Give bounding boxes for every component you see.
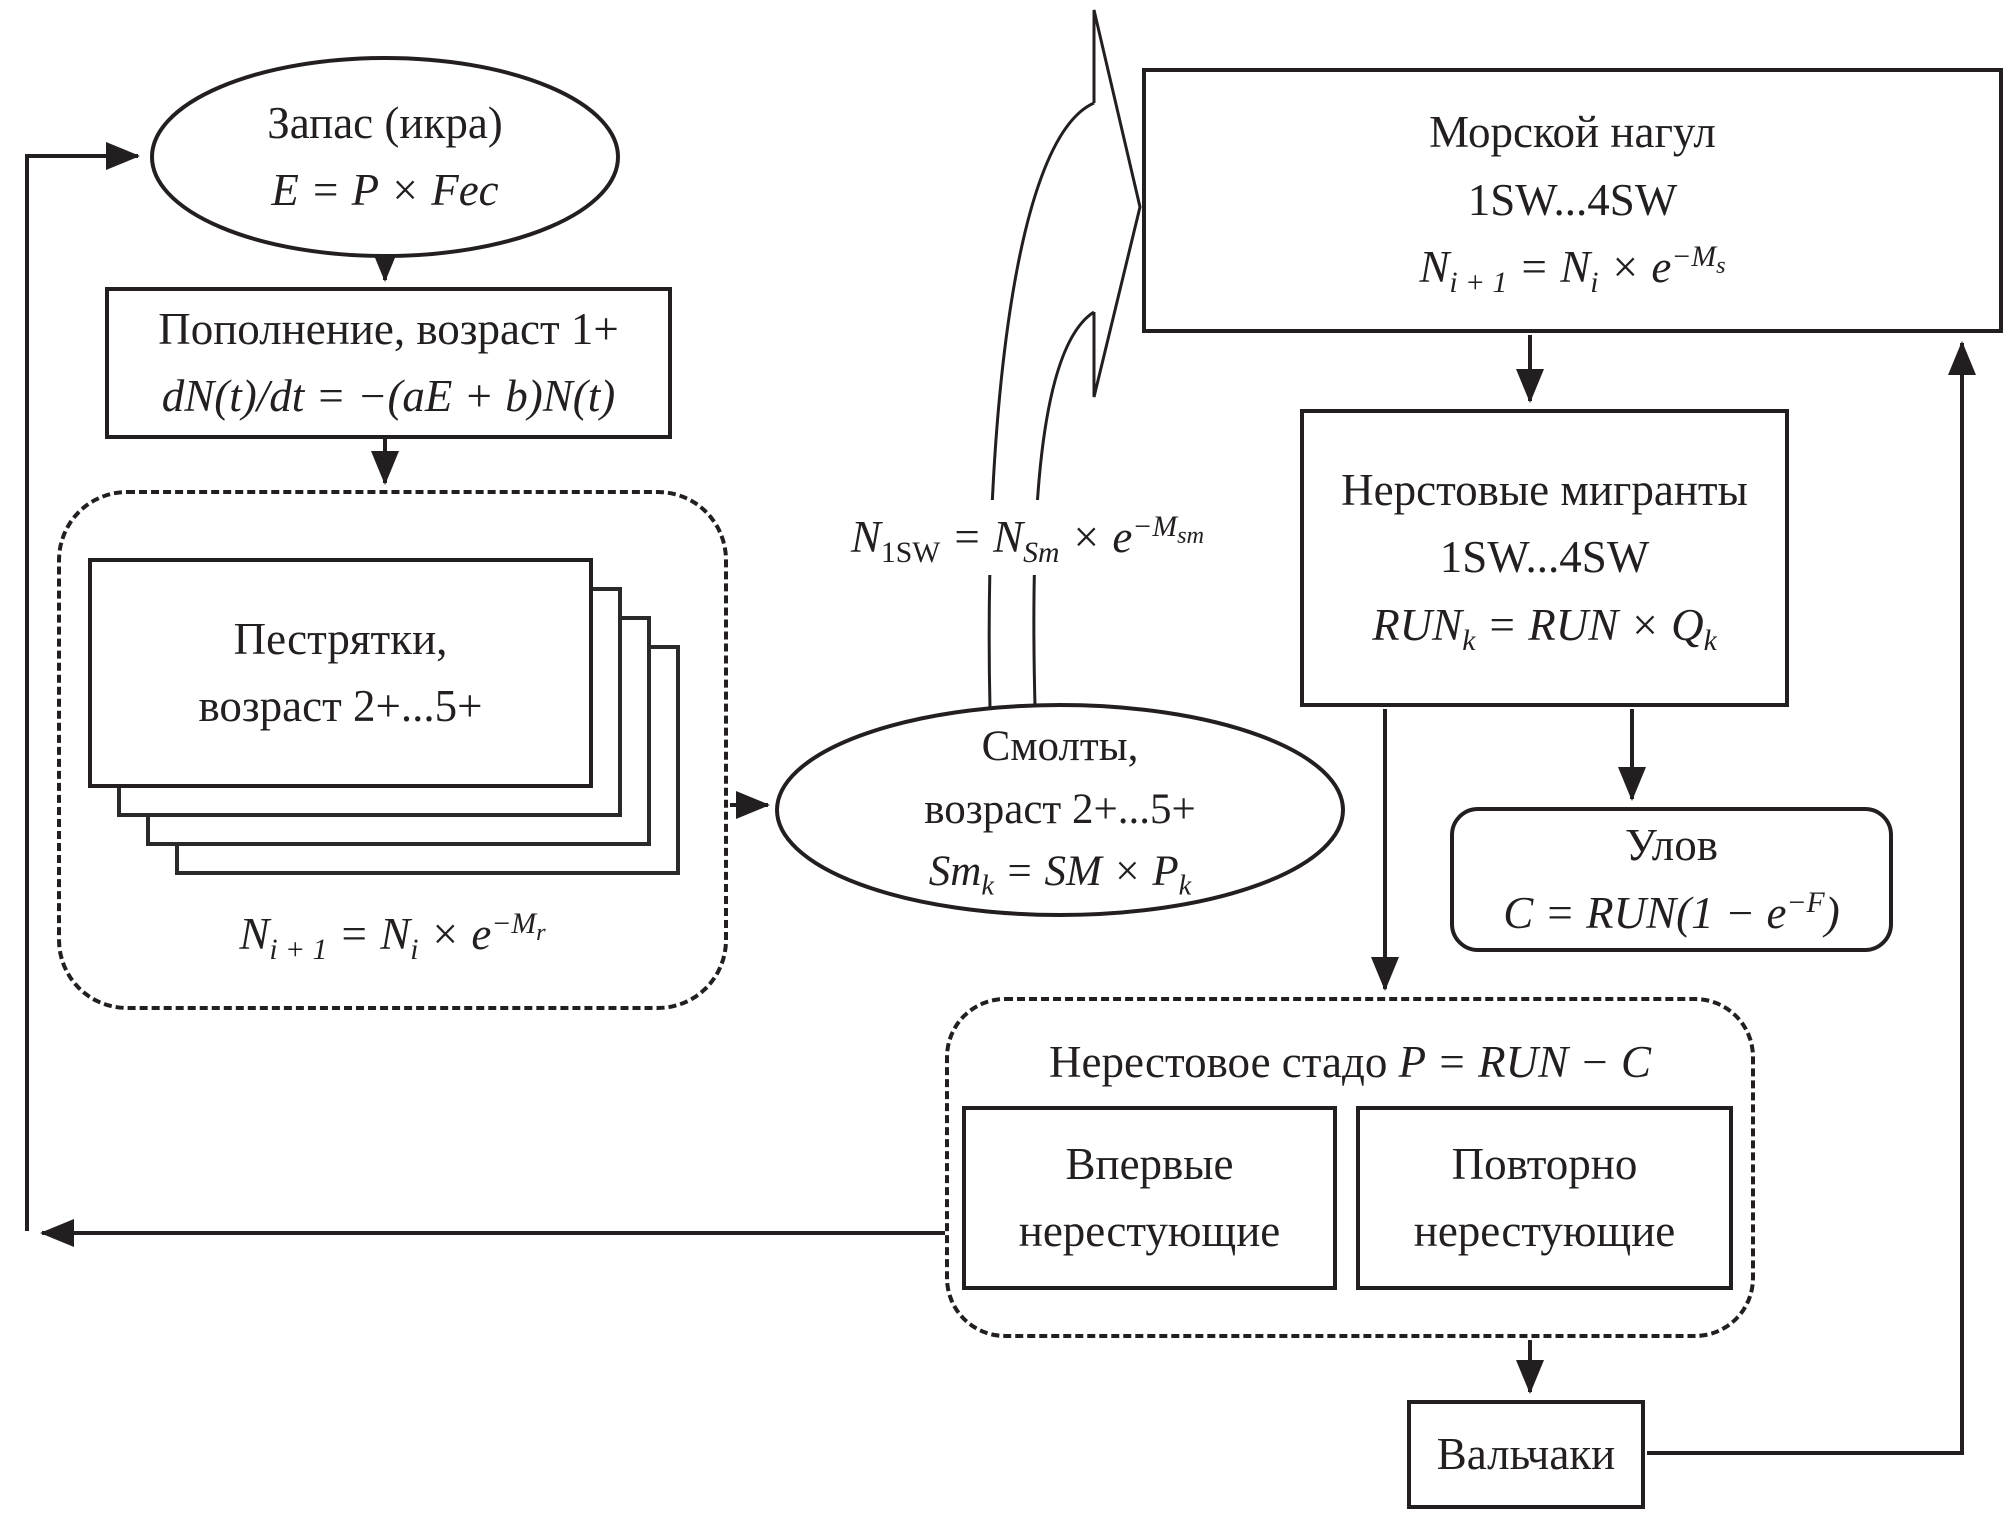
river-mortality-formula: $N_{i + 1} = N_i \times e^{-M_r}$ — [239, 908, 546, 967]
recruitment-formula: dN(t)/dt = −(aE + b)N(t) — [161, 371, 616, 421]
repeat-spawners-box — [1356, 1106, 1733, 1290]
smolts-formula: $Sm_k$ = SM × $P_k$ — [928, 848, 1192, 902]
smolts-line1: Смолты, — [981, 723, 1139, 771]
recruitment-box — [105, 287, 672, 439]
smolt-migration-arrowhead — [1094, 10, 1140, 397]
stock-formula: E = P × Fec — [271, 165, 499, 215]
catch-box — [1450, 807, 1893, 952]
catch-formula: $C = RUN(1 - e^{-F})$ — [1503, 886, 1840, 938]
kelts-title: Вальчаки — [1436, 1428, 1616, 1479]
stock-title: Запас (икра) — [267, 97, 503, 148]
recruitment-title: Пополнение, возраст 1+ — [158, 303, 619, 354]
first-spawners-box — [962, 1106, 1337, 1290]
repeat-spawners-line1: Повторно — [1451, 1138, 1638, 1189]
smolt-migration-curve-outer — [989, 103, 1094, 708]
catch-title: Улов — [1625, 820, 1718, 870]
parr-box — [88, 558, 593, 788]
smolt-migration-formula: $N_{1SW} = N_{Sm} \times e^{-M_{sm}}$ — [845, 500, 1210, 575]
spawning-migrants-title: Нерстовые мигранты — [1341, 464, 1748, 515]
sea-feeding-title: Морской нагул — [1429, 107, 1716, 158]
stock-node — [152, 58, 618, 256]
spawning-migrants-box — [1300, 409, 1789, 707]
spawning-migrants-ages: 1SW...4SW — [1439, 532, 1650, 583]
sea-feeding-box — [1142, 68, 2003, 333]
repeat-spawners-line2: нерестующие — [1413, 1206, 1676, 1256]
smolts-line2: возраст 2+...5+ — [924, 785, 1196, 833]
first-spawners-line2: нерестующие — [1018, 1206, 1281, 1256]
sea-feeding-ages: 1SW...4SW — [1467, 174, 1678, 225]
spawning-stock-title: Нерестовое стадо P = RUN − C — [1048, 1037, 1652, 1087]
parr-line2: возраст 2+...5+ — [198, 681, 483, 731]
sea-feeding-formula: $N_{i + 1} = N_i \times e^{-M_s}$ — [1419, 241, 1726, 300]
smolts-node — [779, 707, 1341, 913]
parr-line1: Пестрятки, — [233, 613, 448, 664]
kelts-box — [1407, 1400, 1645, 1509]
spawning-migrants-formula: $RUN_k$ = RUN × $Q_k$ — [1372, 599, 1717, 657]
first-spawners-line1: Впервые — [1065, 1138, 1234, 1189]
